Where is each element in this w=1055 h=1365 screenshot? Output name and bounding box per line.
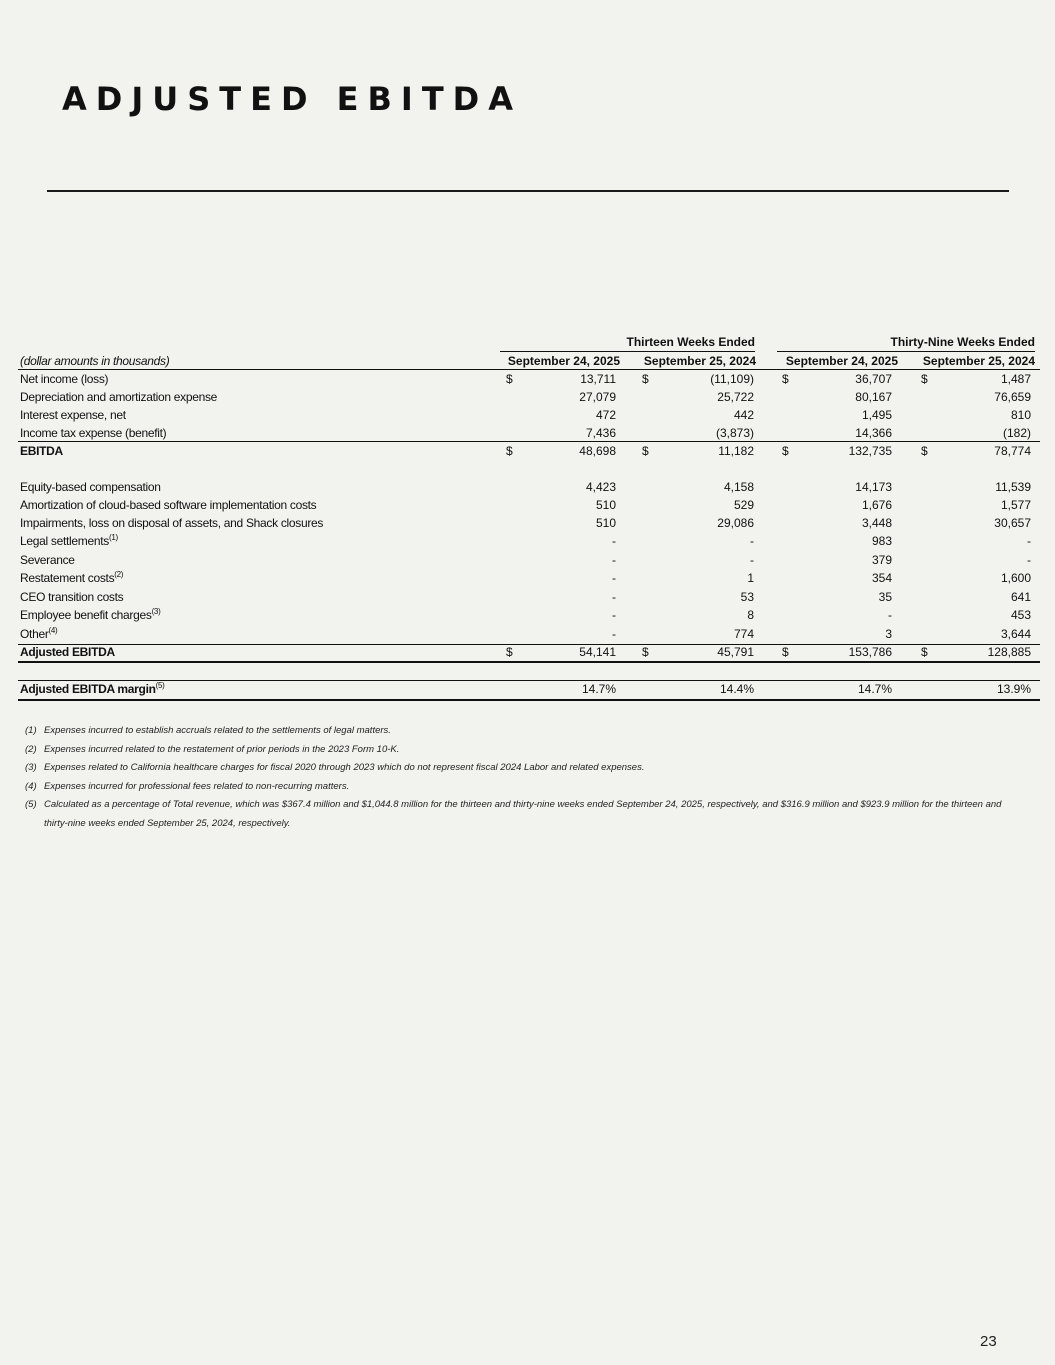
value-cell: 14.7% bbox=[857, 682, 892, 696]
dollar-sign: $ bbox=[921, 372, 928, 386]
value-cell: 810 bbox=[1010, 408, 1031, 422]
value-cell: 774 bbox=[733, 627, 754, 641]
table-row bbox=[18, 606, 1040, 625]
value-cell: 3,644 bbox=[1000, 627, 1031, 641]
value-cell: 1,577 bbox=[1000, 498, 1031, 512]
value-cell: 14,173 bbox=[855, 480, 892, 494]
footnote bbox=[25, 759, 1025, 778]
spacer-row bbox=[18, 460, 1040, 478]
row-label: CEO transition costs bbox=[20, 590, 124, 604]
footnote-text: Expenses incurred related to the restatement of prior periods in the 2023 Form 10-K. bbox=[44, 743, 400, 755]
row-label bbox=[20, 532, 118, 550]
dollar-sign: $ bbox=[921, 645, 928, 659]
column-header-row bbox=[18, 352, 1040, 370]
table-row bbox=[18, 625, 1040, 643]
column-header: September 25, 2024 bbox=[922, 354, 1035, 368]
footnote-ref: (5) bbox=[155, 681, 165, 690]
row-label: Equity-based compensation bbox=[20, 480, 161, 494]
row-label-text: Adjusted EBITDA margin bbox=[20, 682, 156, 696]
row-label bbox=[20, 625, 57, 643]
value-cell: 14,366 bbox=[855, 426, 892, 440]
value-cell: 1 bbox=[747, 571, 754, 585]
value-cell: 11,539 bbox=[995, 480, 1031, 494]
page-number: 23 bbox=[980, 1333, 997, 1350]
value-cell: 132,735 bbox=[848, 444, 892, 458]
dollar-sign: $ bbox=[642, 645, 649, 659]
value-cell: - bbox=[612, 608, 616, 622]
dollar-sign: $ bbox=[642, 372, 649, 386]
footnote-text: Expenses related to California healthcare charges for fiscal 2020 through 2023 which do not represent fiscal 2024 Labor and related expenses. bbox=[44, 762, 645, 773]
row-label bbox=[20, 606, 160, 624]
value-cell: 641 bbox=[1010, 590, 1031, 604]
ebitda-row bbox=[18, 442, 1040, 460]
value-cell: 25,722 bbox=[717, 390, 754, 404]
value-cell: 14.4% bbox=[719, 682, 754, 696]
group-header-row bbox=[18, 334, 1040, 352]
value-cell: (182) bbox=[1002, 426, 1031, 440]
footnote-number: (1) bbox=[25, 725, 37, 736]
value-cell: 8 bbox=[747, 608, 754, 622]
value-cell: (3,873) bbox=[715, 426, 754, 440]
value-cell: 36,707 bbox=[855, 372, 892, 386]
value-cell: 354 bbox=[871, 571, 892, 585]
column-header: September 24, 2025 bbox=[507, 354, 620, 368]
value-cell: - bbox=[1027, 553, 1031, 567]
value-cell: 13.9% bbox=[996, 682, 1031, 696]
margin-bottom-line bbox=[18, 699, 1040, 701]
row-label-text: Employee benefit charges bbox=[20, 608, 152, 622]
dollar-sign: $ bbox=[782, 372, 789, 386]
value-cell: 1,676 bbox=[861, 498, 892, 512]
row-label: Severance bbox=[20, 553, 75, 567]
value-cell: - bbox=[612, 627, 616, 641]
column-header: September 24, 2025 bbox=[785, 354, 898, 368]
footnote-text: Expenses incurred to establish accruals related to the settlements of legal matters. bbox=[44, 725, 391, 736]
footnote-ref: (1) bbox=[108, 533, 118, 542]
row-label-text: Legal settlements bbox=[20, 534, 109, 548]
dollar-sign: $ bbox=[506, 444, 513, 458]
value-cell: 983 bbox=[871, 534, 892, 548]
value-cell: 510 bbox=[595, 516, 616, 530]
footnote bbox=[25, 741, 1025, 760]
value-cell: 379 bbox=[871, 553, 892, 567]
table-row bbox=[18, 406, 1040, 424]
value-cell: 48,698 bbox=[579, 444, 616, 458]
footnotes bbox=[25, 722, 1025, 833]
row-label: Income tax expense (benefit) bbox=[20, 426, 167, 440]
row-label: Interest expense, net bbox=[20, 408, 126, 422]
value-cell: 153,786 bbox=[848, 645, 892, 659]
footnote-ref: (4) bbox=[48, 626, 58, 635]
value-cell: 1,487 bbox=[1000, 372, 1031, 386]
value-cell: 1,600 bbox=[1000, 571, 1031, 585]
value-cell: 35 bbox=[878, 590, 892, 604]
value-cell: 27,079 bbox=[579, 390, 616, 404]
units-label: (dollar amounts in thousands) bbox=[20, 354, 170, 368]
footnote-ref: (3) bbox=[151, 607, 161, 616]
table-row bbox=[18, 569, 1040, 588]
table-row bbox=[18, 588, 1040, 606]
footnote bbox=[25, 778, 1025, 797]
value-cell: 4,158 bbox=[723, 480, 754, 494]
value-cell: 53 bbox=[740, 590, 754, 604]
row-label: Amortization of cloud-based software implementation costs bbox=[20, 498, 317, 512]
value-cell: 7,436 bbox=[585, 426, 616, 440]
row-label: Adjusted EBITDA bbox=[20, 645, 115, 659]
dollar-sign: $ bbox=[506, 372, 513, 386]
value-cell: 453 bbox=[1010, 608, 1031, 622]
value-cell: (11,109) bbox=[710, 372, 754, 386]
value-cell: - bbox=[612, 534, 616, 548]
value-cell: 29,086 bbox=[717, 516, 754, 530]
group-header-thirteen-weeks: Thirteen Weeks Ended bbox=[500, 334, 755, 352]
row-label-text: Restatement costs bbox=[20, 571, 115, 585]
value-cell: 472 bbox=[595, 408, 616, 422]
table-row bbox=[18, 370, 1040, 388]
table-row bbox=[18, 532, 1040, 551]
table-row bbox=[18, 424, 1040, 442]
value-cell: - bbox=[750, 534, 754, 548]
value-cell: 78,774 bbox=[994, 444, 1031, 458]
value-cell: - bbox=[612, 571, 616, 585]
spacer-row bbox=[18, 662, 1040, 680]
value-cell: 3 bbox=[885, 627, 892, 641]
value-cell: 1,495 bbox=[861, 408, 892, 422]
dollar-sign: $ bbox=[642, 444, 649, 458]
footnote-ref: (2) bbox=[114, 570, 124, 579]
row-label: Depreciation and amortization expense bbox=[20, 390, 218, 404]
footnote-text: Expenses incurred for professional fees related to non-recurring matters. bbox=[44, 780, 350, 792]
row-label-text: Other bbox=[20, 627, 49, 641]
adjusted-ebitda-margin-row bbox=[18, 680, 1040, 699]
value-cell: 529 bbox=[733, 498, 754, 512]
footnote-number: (5) bbox=[25, 799, 37, 810]
value-cell: 510 bbox=[595, 498, 616, 512]
row-label bbox=[20, 569, 123, 587]
table-row bbox=[18, 478, 1040, 496]
value-cell: 11,182 bbox=[718, 444, 754, 458]
row-label bbox=[20, 680, 165, 698]
page-title: ADJUSTED EBITDA bbox=[62, 80, 522, 118]
value-cell: 4,423 bbox=[585, 480, 616, 494]
footnote bbox=[25, 722, 1025, 741]
value-cell: 45,791 bbox=[717, 645, 754, 659]
row-label: EBITDA bbox=[20, 444, 63, 458]
group-header-thirty-nine-weeks: Thirty-Nine Weeks Ended bbox=[777, 334, 1035, 352]
table-row bbox=[18, 388, 1040, 406]
value-cell: 3,448 bbox=[861, 516, 892, 530]
value-cell: - bbox=[888, 608, 892, 622]
column-header: September 25, 2024 bbox=[643, 354, 756, 368]
dollar-sign: $ bbox=[782, 444, 789, 458]
footnote-number: (4) bbox=[25, 780, 37, 792]
value-cell: 54,141 bbox=[579, 645, 616, 659]
value-cell: 13,711 bbox=[580, 372, 616, 386]
value-cell: - bbox=[1027, 534, 1031, 548]
value-cell: 30,657 bbox=[994, 516, 1031, 530]
footnote-number: (2) bbox=[25, 743, 37, 755]
footnote-text: Calculated as a percentage of Total revenue, which was $367.4 million and $1,044.8 million for the thirteen and thirty-nine weeks ended September 24, 2025, respectively, and $316.9 million and $923.9 million for the thirteen and thirty-nine weeks ended September 25, 2024, respectively. bbox=[44, 799, 1002, 829]
row-label: Net income (loss) bbox=[20, 372, 109, 386]
dollar-sign: $ bbox=[921, 444, 928, 458]
value-cell: - bbox=[750, 553, 754, 567]
value-cell: - bbox=[612, 553, 616, 567]
table-row bbox=[18, 496, 1040, 514]
row-label: Impairments, loss on disposal of assets, and Shack closures bbox=[20, 516, 324, 530]
dollar-sign: $ bbox=[782, 645, 789, 659]
adjusted-ebitda-row bbox=[18, 643, 1040, 662]
value-cell: 442 bbox=[733, 408, 754, 422]
dollar-sign: $ bbox=[506, 645, 513, 659]
value-cell: 128,885 bbox=[987, 645, 1031, 659]
table-row bbox=[18, 514, 1040, 532]
table-row bbox=[18, 551, 1040, 569]
value-cell: - bbox=[612, 590, 616, 604]
value-cell: 14.7% bbox=[581, 682, 616, 696]
value-cell: 80,167 bbox=[855, 390, 892, 404]
title-divider bbox=[47, 190, 1009, 192]
footnote bbox=[25, 796, 1025, 833]
adjusted-ebitda-table bbox=[18, 334, 1040, 699]
footnote-number: (3) bbox=[25, 762, 37, 773]
value-cell: 76,659 bbox=[994, 390, 1031, 404]
